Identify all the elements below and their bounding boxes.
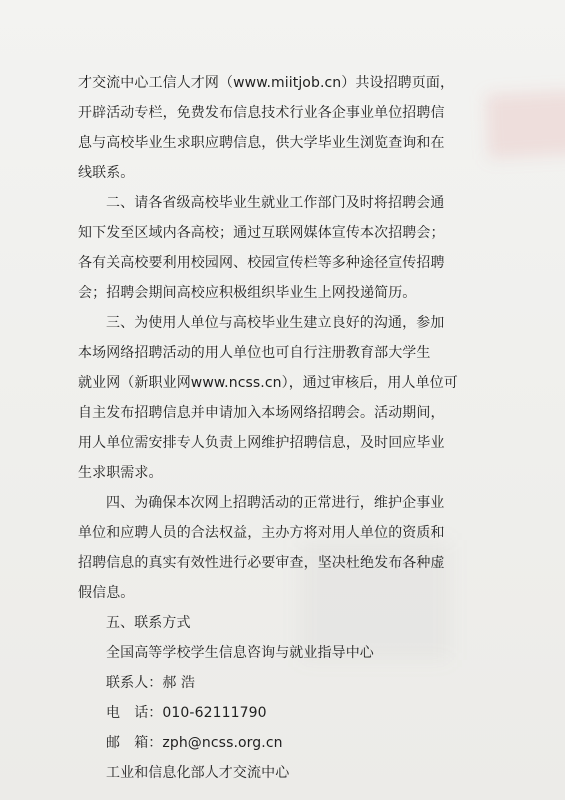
section-two-line-1: 二、请各省级高校毕业生就业工作部门及时将招聘会通 xyxy=(106,195,445,211)
paragraph-line-4: 线联系。 xyxy=(78,165,135,181)
section-three-line-6: 生求职需求。 xyxy=(78,465,163,481)
section-two-line-4: 会；招聘会期间高校应积极组织毕业生上网投递简历。 xyxy=(78,285,417,301)
section-four-line-4: 假信息。 xyxy=(78,585,135,601)
contact-heading: 五、联系方式 xyxy=(106,615,191,631)
section-three-line-5: 用人单位需安排专人负责上网维护招聘信息，及时回应毕业 xyxy=(78,435,445,451)
document-body xyxy=(78,68,486,788)
section-four-line-3: 招聘信息的真实有效性进行必要审查，坚决杜绝发布各种虚 xyxy=(78,555,445,571)
paragraph-line-3: 息与高校毕业生求职应聘信息，供大学毕业生浏览查询和在 xyxy=(78,135,445,151)
contact-email: 邮 箱：zph@ncss.org.cn xyxy=(106,735,283,751)
section-four-line-2: 单位和应聘人员的合法权益，主办方将对用人单位的资质和 xyxy=(78,525,445,541)
section-three-line-1: 三、为使用人单位与高校毕业生建立良好的沟通，参加 xyxy=(106,315,445,331)
section-four-line-1: 四、为确保本次网上招聘活动的正常进行，维护企事业 xyxy=(106,495,445,511)
paragraph-line-1: 才交流中心工信人才网（www.miitjob.cn）共设招聘页面， xyxy=(78,75,455,91)
section-three-line-4: 自主发布招聘信息并申请加入本场网络招聘会。活动期间， xyxy=(78,405,445,421)
contact-phone: 电 话：010-62111790 xyxy=(106,705,267,721)
section-two-line-3: 各有关高校要利用校园网、校园宣传栏等多种途径宣传招聘 xyxy=(78,255,445,271)
paragraph-line-2: 开辟活动专栏，免费发布信息技术行业各企事业单位招聘信 xyxy=(78,105,445,121)
section-three-line-2: 本场网络招聘活动的用人单位也可自行注册教育部大学生 xyxy=(78,345,431,361)
section-three-line-3: 就业网（新职业网www.ncss.cn），通过审核后，用人单位可 xyxy=(78,375,458,391)
red-ink-bleed xyxy=(485,89,565,158)
section-two-line-2: 知下发至区域内各高校；通过互联网媒体宣传本次招聘会； xyxy=(78,225,445,241)
contact-organization-2: 工业和信息化部人才交流中心 xyxy=(106,765,290,781)
contact-person: 联系人：郝 浩 xyxy=(106,675,196,691)
contact-organization-1: 全国高等学校学生信息咨询与就业指导中心 xyxy=(106,645,374,661)
